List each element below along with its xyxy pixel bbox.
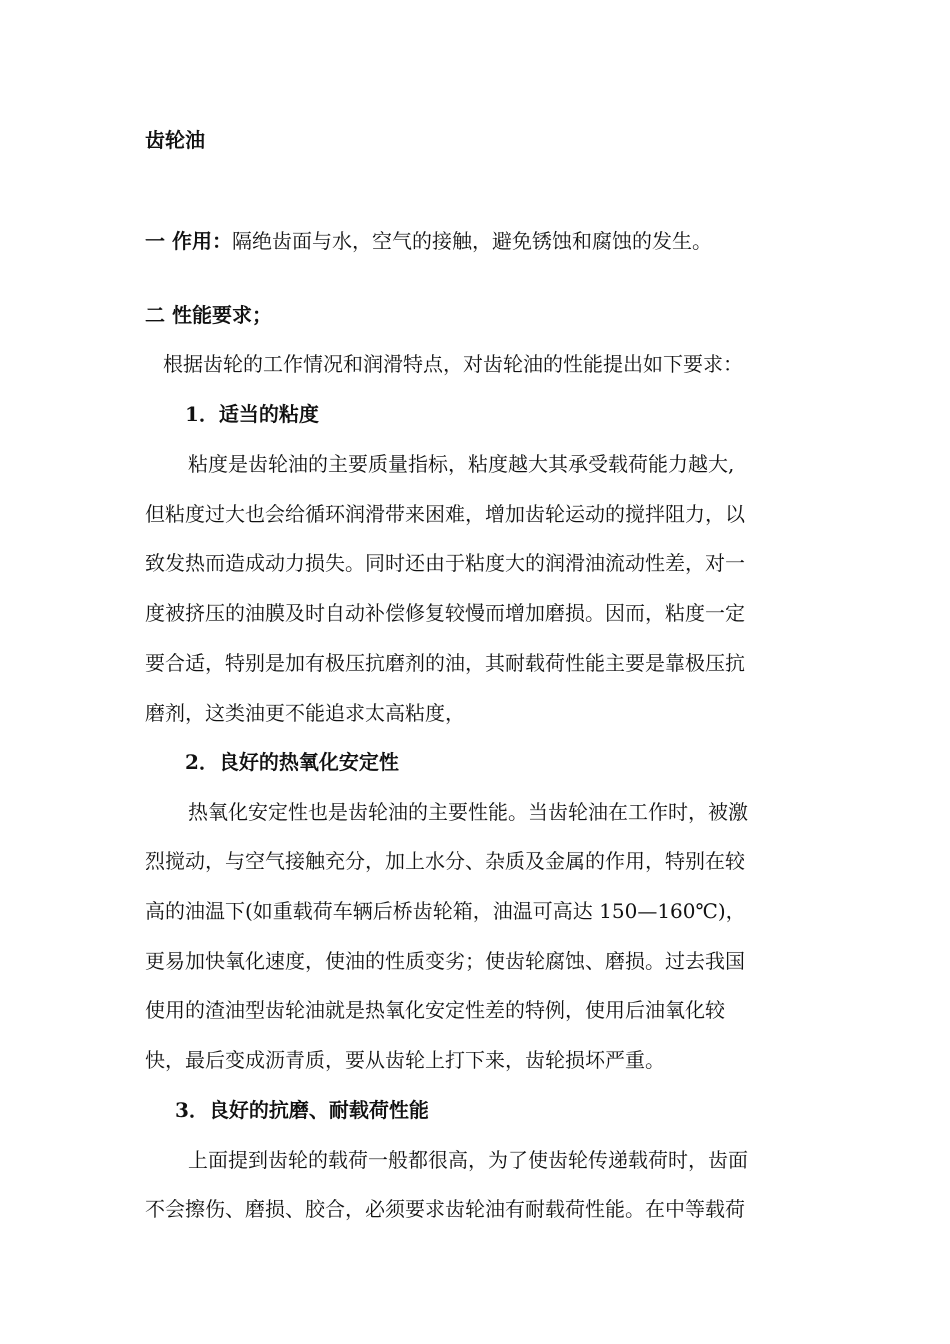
item-2-line: 热氧化安定性也是齿轮油的主要性能。当齿轮油在工作时，被激 — [188, 800, 748, 824]
item-1-line: 但粘度过大也会给循环润滑带来困难，增加齿轮运动的搅拌阻力，以 — [145, 502, 745, 526]
document-title: 齿轮油 — [145, 128, 205, 152]
section-1-heading: 一 作用： — [145, 229, 232, 253]
section-1-paragraph — [145, 229, 712, 253]
section-2-intro: 根据齿轮的工作情况和润滑特点，对齿轮油的性能提出如下要求： — [163, 352, 743, 376]
item-2-title: 2．良好的热氧化安定性 — [185, 750, 399, 774]
item-2-line: 烈搅动，与空气接触充分，加上水分、杂质及金属的作用，特别在较 — [145, 849, 745, 873]
item-1-line: 粘度是齿轮油的主要质量指标，粘度越大其承受载荷能力越大, — [188, 452, 735, 476]
item-2-line: 使用的渣油型齿轮油就是热氧化安定性差的特例，使用后油氧化较 — [145, 998, 725, 1022]
item-3-line: 不会擦伤、磨损、胶合，必须要求齿轮油有耐载荷性能。在中等载荷 — [145, 1197, 745, 1221]
item-1-line: 度被挤压的油膜及时自动补偿修复较慢而增加磨损。因而，粘度一定 — [145, 601, 745, 625]
item-2-line: 更易加快氧化速度，使油的性质变劣；使齿轮腐蚀、磨损。过去我国 — [145, 949, 745, 973]
item-1-line: 致发热而造成动力损失。同时还由于粘度大的润滑油流动性差，对一 — [145, 551, 745, 575]
section-2-heading: 二 性能要求； — [145, 303, 272, 327]
item-1-line: 磨剂，这类油更不能追求太高粘度， — [145, 701, 465, 725]
section-1-text: 隔绝齿面与水，空气的接触，避免锈蚀和腐蚀的发生。 — [231, 229, 712, 253]
item-1-title: 1．适当的粘度 — [185, 402, 319, 426]
item-2-line: 快，最后变成沥青质，要从齿轮上打下来，齿轮损坏严重。 — [145, 1048, 665, 1072]
item-1-line: 要合适，特别是加有极压抗磨剂的油，其耐载荷性能主要是靠极压抗 — [145, 651, 745, 675]
item-3-line: 上面提到齿轮的载荷一般都很高，为了使齿轮传递载荷时，齿面 — [188, 1148, 748, 1172]
item-3-title: 3．良好的抗磨、耐载荷性能 — [175, 1098, 429, 1122]
item-2-line: 高的油温下(如重载荷车辆后桥齿轮箱，油温可高达 150—160℃)， — [145, 899, 746, 923]
